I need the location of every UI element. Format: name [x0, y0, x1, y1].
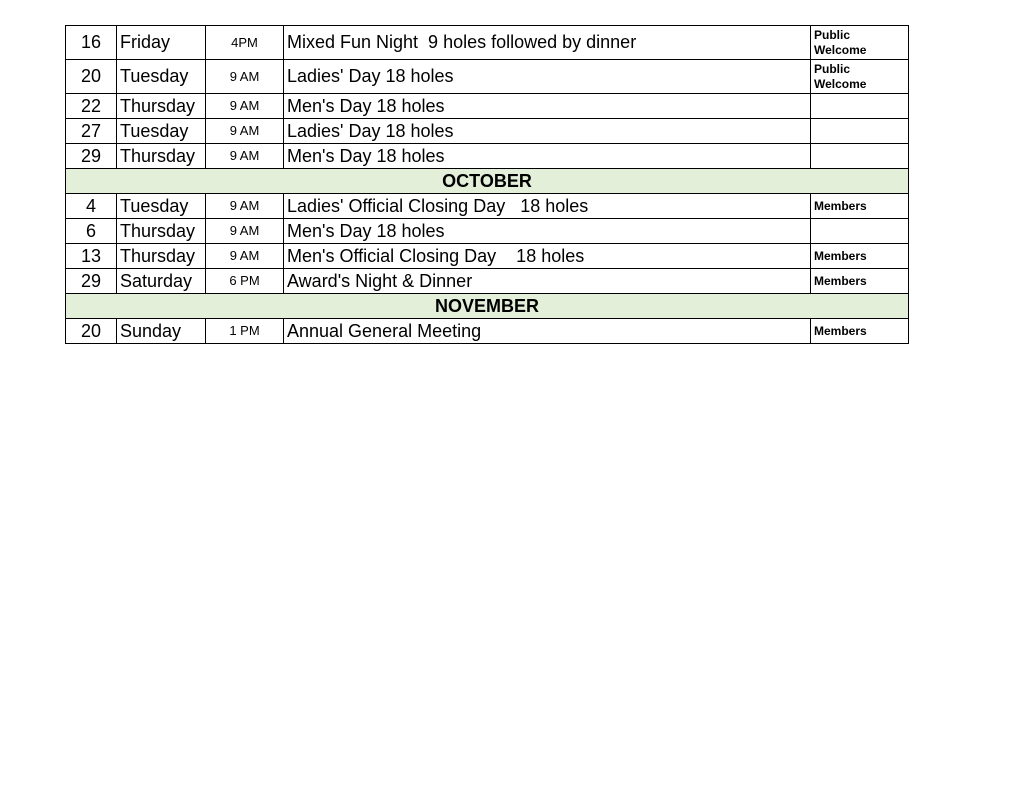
note-cell: Members: [811, 194, 909, 219]
weekday-cell: Thursday: [117, 94, 206, 119]
day-cell: 4: [66, 194, 117, 219]
events-schedule-table: [65, 25, 909, 344]
note-cell: Members: [811, 319, 909, 344]
table-row: [66, 94, 909, 119]
time-cell: 9 AM: [206, 144, 284, 169]
table-row: [66, 194, 909, 219]
note-line: Welcome: [814, 42, 867, 57]
note-cell: Members: [811, 269, 909, 294]
event-cell: Ladies' Day 18 holes: [284, 119, 811, 144]
weekday-cell: Thursday: [117, 219, 206, 244]
month-title: OCTOBER: [66, 169, 909, 194]
weekday-cell: Sunday: [117, 319, 206, 344]
time-cell: 9 AM: [206, 94, 284, 119]
day-cell: 13: [66, 244, 117, 269]
note-cell: [811, 26, 909, 60]
time-cell: 1 PM: [206, 319, 284, 344]
table-row: [66, 269, 909, 294]
time-cell: 9 AM: [206, 244, 284, 269]
day-cell: 29: [66, 269, 117, 294]
note-line: Public: [814, 62, 851, 77]
note-cell: [811, 60, 909, 94]
month-title: NOVEMBER: [66, 294, 909, 319]
event-cell: Men's Day 18 holes: [284, 144, 811, 169]
weekday-cell: Thursday: [117, 244, 206, 269]
event-cell: Ladies' Official Closing Day 18 holes: [284, 194, 811, 219]
table-row: [66, 119, 909, 144]
table-row: [66, 244, 909, 269]
note-line: Welcome: [814, 76, 867, 91]
note-cell: [811, 119, 909, 144]
time-cell: 6 PM: [206, 269, 284, 294]
note-line: Public: [814, 28, 851, 43]
time-cell: 9 AM: [206, 119, 284, 144]
event-cell: Men's Day 18 holes: [284, 94, 811, 119]
weekday-cell: Tuesday: [117, 119, 206, 144]
event-cell: Annual General Meeting: [284, 319, 811, 344]
event-cell: Ladies' Day 18 holes: [284, 60, 811, 94]
weekday-cell: Saturday: [117, 269, 206, 294]
day-cell: 20: [66, 319, 117, 344]
event-cell: Award's Night & Dinner: [284, 269, 811, 294]
day-cell: 27: [66, 119, 117, 144]
month-header-november: [66, 294, 909, 319]
day-cell: 6: [66, 219, 117, 244]
time-cell: 9 AM: [206, 219, 284, 244]
table-row: [66, 144, 909, 169]
table-row: [66, 60, 909, 94]
weekday-cell: Tuesday: [117, 60, 206, 94]
month-header-october: [66, 169, 909, 194]
weekday-cell: Thursday: [117, 144, 206, 169]
time-cell: 9 AM: [206, 60, 284, 94]
note-cell: [811, 94, 909, 119]
day-cell: 29: [66, 144, 117, 169]
note-cell: Members: [811, 244, 909, 269]
table-row: [66, 319, 909, 344]
event-cell: Men's Official Closing Day 18 holes: [284, 244, 811, 269]
table-row: [66, 219, 909, 244]
event-cell: Mixed Fun Night 9 holes followed by dinner: [284, 26, 811, 60]
time-cell: 9 AM: [206, 194, 284, 219]
weekday-cell: Friday: [117, 26, 206, 60]
weekday-cell: Tuesday: [117, 194, 206, 219]
note-cell: [811, 219, 909, 244]
event-cell: Men's Day 18 holes: [284, 219, 811, 244]
day-cell: 16: [66, 26, 117, 60]
day-cell: 20: [66, 60, 117, 94]
note-cell: [811, 144, 909, 169]
day-cell: 22: [66, 94, 117, 119]
table-row: [66, 26, 909, 60]
time-cell: 4PM: [206, 26, 284, 60]
